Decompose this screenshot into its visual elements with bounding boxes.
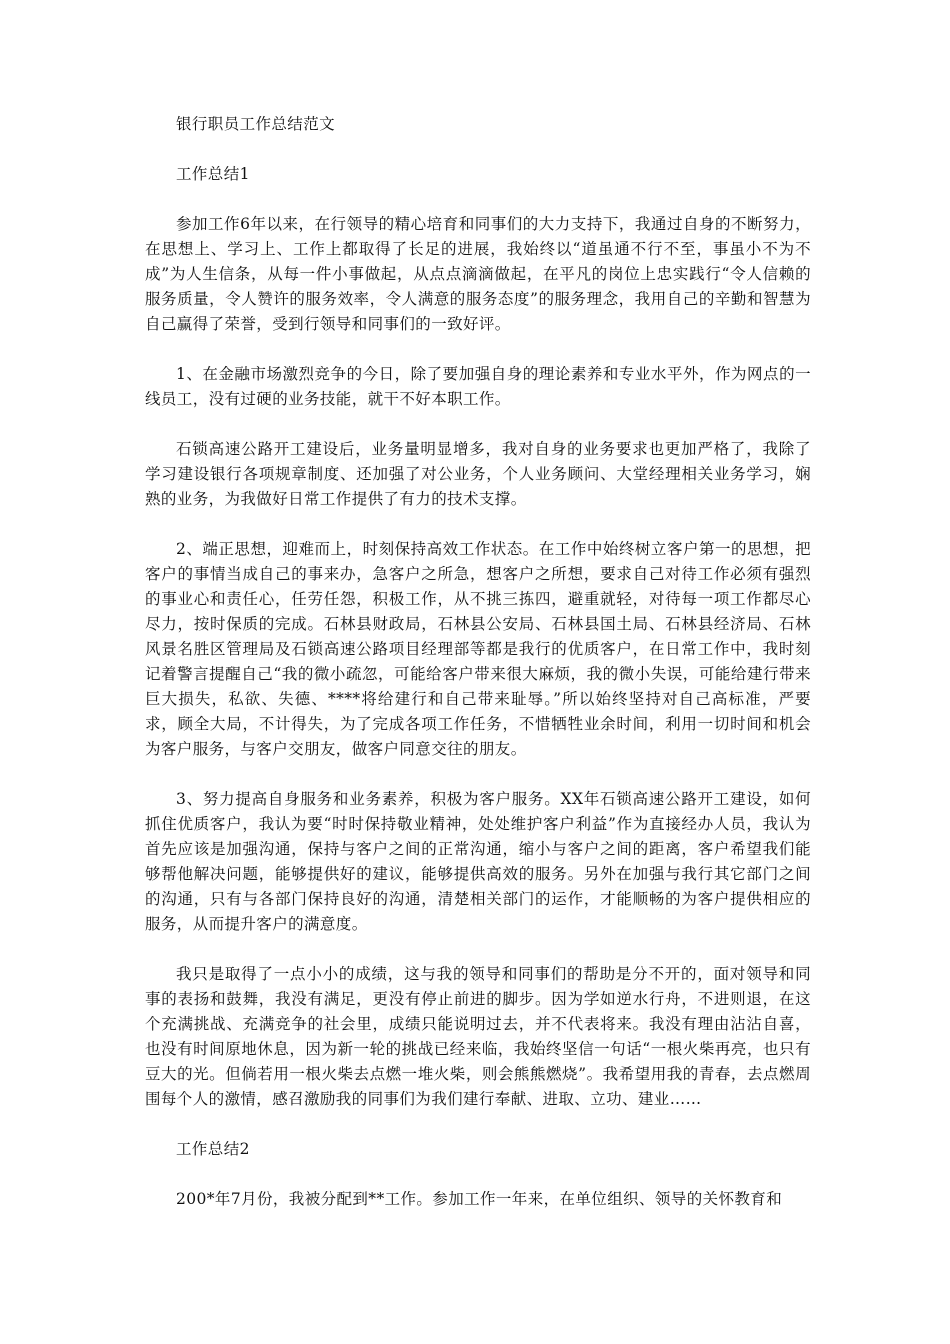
paragraph-conclusion: 我只是取得了一点小小的成绩，这与我的领导和同事们的帮助是分不开的，面对领导和同事的表扬和鼓舞，我没有满足，更没有停止前进的脚步。因为学如逆水行舟，不进则退，在这个充满挑战、充满竞争的社会里，成绩只能说明过去，并不代表将来。我没有理由沾沾自喜，也没有时间原地休息，因为新一轮的挑战已经来临，我始终坚信一句话“一根火柴再亮，也只有豆大的光。但倘若用一根火柴去点燃一堆火柴，则会熊熊燃烧”。我希望用我的青春，去点燃周围每个人的激情，感召激励我的同事们为我们建行奉献、进取、立功、建业…… [145,965,811,1108]
section-heading-2: 工作总结2 [176,1140,250,1158]
section-heading-1: 工作总结1 [176,165,250,183]
paragraph-section-2-start: 200*年7月份，我被分配到**工作。参加工作一年来，在单位组织、领导的关怀教育和 [176,1190,783,1208]
paragraph-point-3: 3、努力提高自身服务和业务素养，积极为客户服务。XX年石锁高速公路开工建设，如何抓住优质客户，我认为要“时时保持敬业精神，处处维护客户利益”作为直接经办人员，我认为首先应该是加强沟通，保持与客户之间的正常沟通，缩小与客户之间的距离，客户希望我们能够帮他解决问题，能够提供好的建议，能够提供高效的服务。另外在加强与我行其它部门之间的沟通，只有与各部门保持良好的沟通，清楚相关部门的运作，才能顺畅的为客户提供相应的服务，从而提升客户的满意度。 [145,790,811,933]
document-body [145,112,811,1237]
paragraph-intro: 参加工作6年以来，在行领导的精心培育和同事们的大力支持下，我通过自身的不断努力，在思想上、学习上、工作上都取得了长足的进展，我始终以“道虽通不行不至，事虽小不为不成”为人生信条，从每一件小事做起，从点点滴滴做起，在平凡的岗位上忠实践行“令人信赖的服务质量，令人赞许的服务效率，令人满意的服务态度”的服务理念，我用自己的辛勤和智慧为自己赢得了荣誉，受到行领导和同事们的一致好评。 [145,215,811,333]
paragraph-point-2: 2、端正思想，迎难而上，时刻保持高效工作状态。在工作中始终树立客户第一的思想，把客户的事情当成自己的事来办，急客户之所急，想客户之所想，要求自己对待工作必须有强烈的事业心和责任心，任劳任怨，积极工作，从不挑三拣四，避重就轻，对待每一项工作都尽心尽力，按时保质的完成。石林县财政局，石林县公安局、石林县国土局、石林县经济局、石林风景名胜区管理局及石锁高速公路项目经理部等都是我行的优质客户，在日常工作中，我时刻记着警言提醒自己“我的微小疏忽，可能给客户带来很大麻烦，我的微小失误，可能给建行带来巨大损失，私欲、失德、****将给建行和自己带来耻辱。”所以始终坚持对自己高标准，严要求，顾全大局，不计得失，为了完成各项工作任务，不惜牺牲业余时间，利用一切时间和机会为客户服务，与客户交朋友，做客户同意交往的朋友。 [145,540,811,758]
paragraph-point-1: 1、在金融市场激烈竞争的今日，除了要加强自身的理论素养和专业水平外，作为网点的一线员工，没有过硬的业务技能，就干不好本职工作。 [145,365,811,408]
document-title: 银行职员工作总结范文 [176,115,336,133]
paragraph-point-1-detail: 石锁高速公路开工建设后，业务量明显增多，我对自身的业务要求也更加严格了，我除了学习建设银行各项规章制度、还加强了对公业务，个人业务顾问、大堂经理相关业务学习，娴熟的业务，为我做好日常工作提供了有力的技术支撑。 [145,440,811,508]
